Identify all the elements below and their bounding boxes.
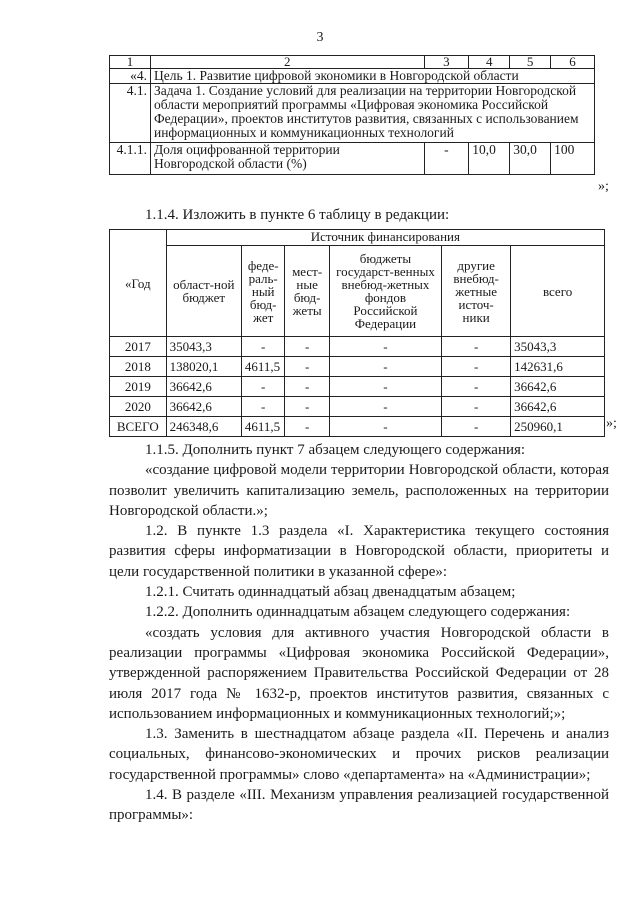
year-cell: ВСЕГО (110, 417, 167, 437)
value-cell: 36642,6 (166, 397, 241, 417)
column-header: област-ной бюджет (166, 246, 241, 337)
table-row (110, 337, 605, 357)
row-value: 10,0 (469, 143, 510, 175)
row-number: 4.1. (110, 84, 151, 143)
value-cell: - (285, 357, 329, 377)
value-cell: - (442, 377, 511, 397)
value-cell: - (442, 397, 511, 417)
column-header: другие внебюд-жетные источ-ники (442, 246, 511, 337)
row-value: 100 (551, 143, 595, 175)
value-cell: 36642,6 (166, 377, 241, 397)
header-cell: 1 (110, 56, 151, 69)
row-value: 30,0 (510, 143, 551, 175)
value-cell: - (285, 337, 329, 357)
value-cell: - (329, 357, 441, 377)
paragraph: 1.4. В разделе «III. Механизм управления реализацией государственной программы»: (109, 787, 609, 824)
value-cell: 4611,5 (241, 417, 285, 437)
table-row (110, 377, 605, 397)
page-number: 3 (316, 30, 324, 45)
header-cell: 4 (469, 56, 510, 69)
value-cell: - (241, 397, 285, 417)
group-header: Источник финансирования (166, 230, 604, 246)
row-text: Цель 1. Развитие цифровой экономики в Новгородской области (150, 69, 594, 84)
value-cell: - (241, 377, 285, 397)
year-cell: 2019 (110, 377, 167, 397)
paragraph: «создание цифровой модели территории Новгородской области, которая позволит увеличить капитализацию земель, расположенных на территории Новгородской области.»; (109, 462, 609, 519)
financing-table (109, 229, 605, 437)
header-cell: 2 (150, 56, 424, 69)
table-row (110, 143, 595, 175)
value-cell: - (442, 357, 511, 377)
value-cell: - (329, 377, 441, 397)
value-cell: - (329, 417, 441, 437)
paragraph: 1.2.2. Дополнить одиннадцатым абзацем следующего содержания: (145, 604, 571, 621)
value-cell: 35043,3 (166, 337, 241, 357)
body-text (109, 440, 609, 826)
value-cell: - (442, 417, 511, 437)
column-header: мест-ные бюд-жеты (285, 246, 329, 337)
value-cell: - (329, 397, 441, 417)
row-number: 4.1.1. (110, 143, 151, 175)
table-close-mark: »; (606, 416, 617, 431)
header-cell: 3 (424, 56, 469, 69)
table-header-row (110, 56, 595, 69)
row-text: Доля оцифрованной территории Новгородской области (%) (150, 143, 424, 175)
row-number: «4. (110, 69, 151, 84)
value-cell: - (285, 417, 329, 437)
value-cell: - (442, 337, 511, 357)
header-cell: 5 (510, 56, 551, 69)
value-cell: 142631,6 (511, 357, 605, 377)
table-row (110, 69, 595, 84)
goals-table (109, 55, 595, 175)
year-cell: 2018 (110, 357, 167, 377)
paragraph: 1.1.4. Изложить в пункте 6 таблицу в редакции: (145, 207, 450, 223)
column-header: феде-раль-ный бюд-жет (241, 246, 285, 337)
value-cell: 35043,3 (511, 337, 605, 357)
table-row (110, 357, 605, 377)
paragraph: 1.2.1. Считать одиннадцатый абзац двенадцатым абзацем; (145, 584, 516, 601)
row-value: - (424, 143, 469, 175)
value-cell: - (285, 397, 329, 417)
value-cell: 246348,6 (166, 417, 241, 437)
value-cell: - (241, 337, 285, 357)
column-header: бюджеты государст-венных внебюд-жетных фондов Российской Федерации (329, 246, 441, 337)
value-cell: 36642,6 (511, 377, 605, 397)
row-text: Задача 1. Создание условий для реализации на территории Новгородской области мероприятий программы «Цифровая экономика Российской Федерации», проектов институтов развития, связанных с использованием информационных и коммуникационных технологий (150, 84, 594, 143)
table-header-row (110, 246, 605, 337)
value-cell: 4611,5 (241, 357, 285, 377)
table-row (110, 84, 595, 143)
table-row (110, 397, 605, 417)
paragraph: 1.2. В пункте 1.3 раздела «I. Характеристика текущего состояния развития сферы информатизации в Новгородской области, приоритеты и цели государственной политики в указанной сфере»: (109, 523, 609, 580)
year-cell: 2020 (110, 397, 167, 417)
column-header: всего (511, 246, 605, 337)
year-header: «Год (110, 230, 167, 337)
value-cell: 250960,1 (511, 417, 605, 437)
table-close-mark: »; (598, 179, 609, 194)
value-cell: 36642,6 (511, 397, 605, 417)
paragraph: 1.3. Заменить в шестнадцатом абзаце раздела «II. Перечень и анализ социальных, финансово-экономических и прочих рисков реализации государственной программы» слово «департамента» на «Администрации»; (109, 726, 609, 783)
value-cell: - (285, 377, 329, 397)
value-cell: 138020,1 (166, 357, 241, 377)
paragraph: «создать условия для активного участия Новгородской области в реализации программы «Цифровая экономика Российской Федерации», утвержденной распоряжением Правительства Российской Федерации от 28 июля 2017 года № 1632-р, проектов институтов развития, связанных с использованием информационных и коммуникационных технологий;»; (109, 624, 609, 722)
table-header-row (110, 230, 605, 246)
value-cell: - (329, 337, 441, 357)
table-row (110, 417, 605, 437)
header-cell: 6 (551, 56, 595, 69)
paragraph: 1.1.5. Дополнить пункт 7 абзацем следующего содержания: (145, 442, 526, 458)
year-cell: 2017 (110, 337, 167, 357)
